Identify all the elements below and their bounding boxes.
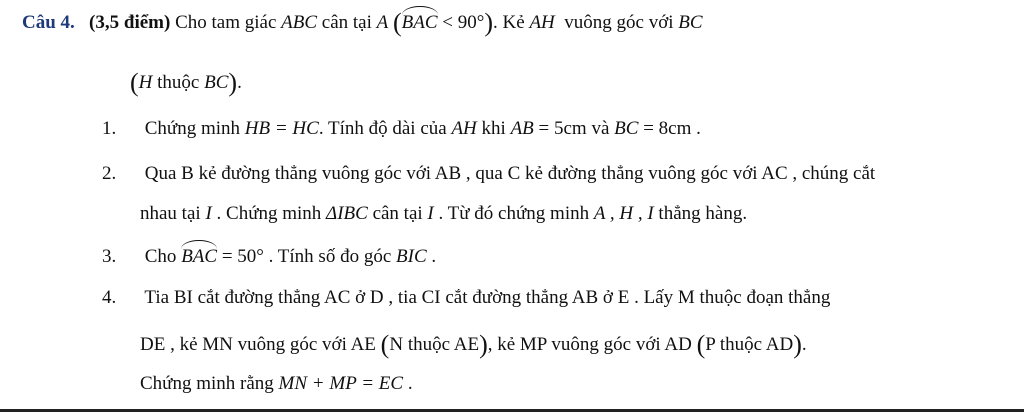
item-text: khi — [481, 118, 506, 139]
item-text: thẳng hàng. — [658, 203, 748, 224]
item-text: . Tính độ dài của — [318, 118, 447, 139]
item-text: . — [801, 334, 807, 355]
paren-open: ( — [696, 330, 706, 359]
item-text: Cho — [144, 246, 177, 267]
item-3 — [102, 246, 436, 268]
item-4-line3 — [140, 373, 413, 395]
segment-ah: AH — [529, 12, 555, 33]
item-number: 4. — [102, 287, 117, 308]
period: . — [237, 72, 242, 93]
item-text: Chứng minh — [144, 118, 241, 139]
item-text: . — [407, 373, 413, 394]
item-2-line1 — [102, 163, 875, 185]
segment-bc-2: BC — [204, 72, 229, 93]
triangle-name: ABC — [281, 12, 318, 33]
item-text: . Từ đó chứng minh — [438, 203, 590, 224]
math-expr: AB — [510, 118, 534, 139]
point-h: H — [138, 72, 153, 93]
paren-close: ) — [484, 8, 494, 37]
problem-header-line2 — [130, 68, 242, 98]
angle-bac: BAC — [181, 246, 218, 267]
paren-open: ( — [380, 330, 390, 359]
item-text: nhau tại — [140, 203, 201, 224]
item-text: DE , kẻ MN vuông góc với AE — [140, 334, 376, 355]
thuoc-text: thuộc — [157, 72, 200, 93]
item-text: Chứng minh rằng — [140, 373, 274, 394]
item-number: 1. — [102, 118, 117, 139]
math-expr: BIC — [396, 246, 427, 267]
item-text: . — [431, 246, 437, 267]
math-expr: BC — [614, 118, 639, 139]
paren-close: ) — [793, 330, 802, 359]
math-expr: A , H , I — [593, 203, 654, 224]
intro-text-2: cân tại — [321, 12, 372, 33]
paren-close: ) — [479, 330, 488, 359]
math-expr: I — [427, 203, 434, 224]
angle-condition: < 90° — [442, 12, 485, 33]
item-text: = 5cm và — [538, 118, 610, 139]
item-1 — [102, 118, 701, 140]
problem-points: (3,5 điểm) — [89, 12, 171, 33]
math-expr: HB = HC — [244, 118, 319, 139]
item-4-line2 — [140, 330, 807, 360]
segment-bc: BC — [678, 12, 703, 33]
item-text: Qua B kẻ đường thẳng vuông góc với AB , qua C kẻ đường thẳng vuông góc với AC , chúng cắt — [144, 163, 876, 184]
vertex-a: A — [376, 12, 389, 33]
math-expr: ΔIBC — [326, 203, 368, 224]
intro-text-3: . Kẻ — [493, 12, 525, 33]
math-expr: I — [205, 203, 212, 224]
problem-header — [22, 8, 703, 38]
math-expr: MN + MP = EC — [278, 373, 404, 394]
item-text: Tia BI cắt đường thẳng AC ở D , tia CI cắt đường thẳng AB ở E . Lấy M thuộc đoạn thẳng — [144, 287, 831, 308]
item-number: 2. — [102, 163, 117, 184]
item-text: cân tại — [372, 203, 423, 224]
paren-close-2: ) — [228, 68, 238, 97]
item-text: N thuộc AE — [389, 334, 480, 355]
item-2-line2 — [140, 203, 747, 225]
intro-text-4: vuông góc với — [564, 12, 674, 33]
paren-open: ( — [392, 8, 402, 37]
intro-text: Cho tam giác — [175, 12, 277, 33]
paren-open-2: ( — [130, 68, 139, 97]
angle-bac: BAC — [401, 12, 438, 33]
problem-label: Câu 4. — [22, 12, 75, 33]
item-text: = 8cm . — [643, 118, 701, 139]
math-expr: AH — [451, 118, 477, 139]
item-number: 3. — [102, 246, 117, 267]
item-text: P thuộc AD — [705, 334, 794, 355]
item-text: . Chứng minh — [216, 203, 322, 224]
item-4-line1 — [102, 287, 830, 309]
item-text: = 50° . Tính số đo góc — [221, 246, 392, 267]
item-text: , kẻ MP vuông góc với AD — [487, 334, 692, 355]
